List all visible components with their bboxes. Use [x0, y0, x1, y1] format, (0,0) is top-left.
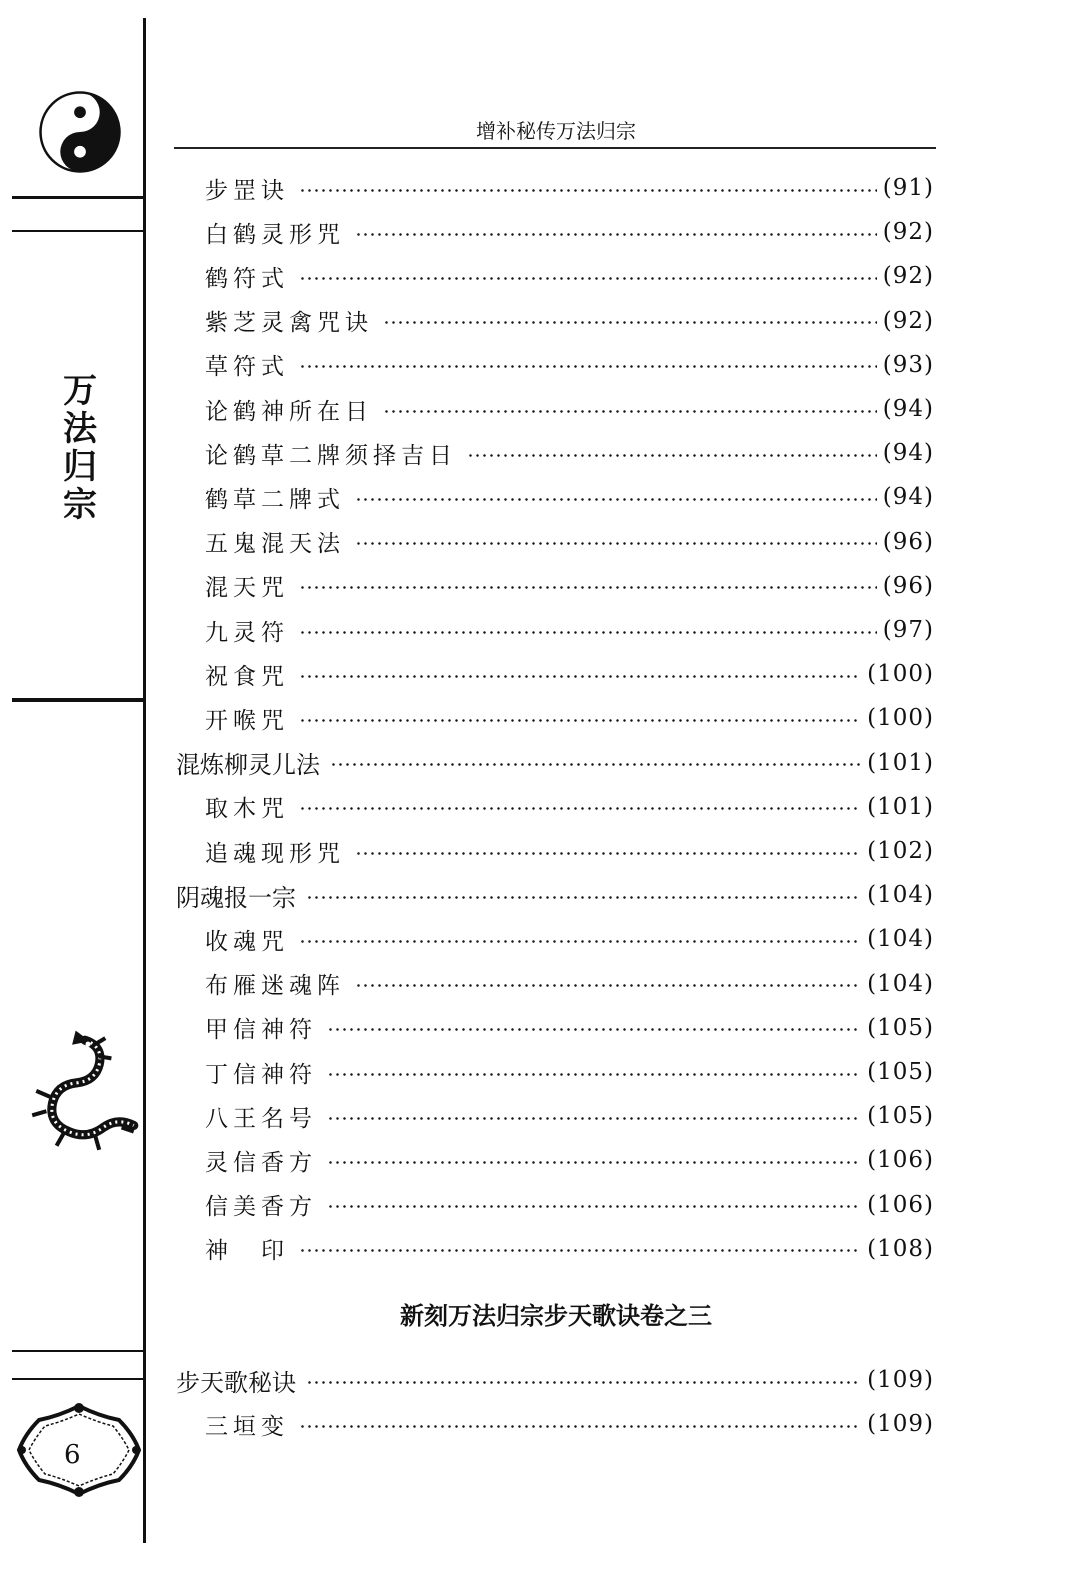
toc-entry-page: (101): [867, 749, 934, 776]
toc-entry-title: 八王名号: [205, 1105, 317, 1132]
toc-entry-title: 甲信神符: [205, 1017, 317, 1044]
side-title-char: 万: [63, 371, 97, 411]
toc-entry-page: (100): [867, 705, 934, 732]
toc-entry-page: (100): [867, 661, 934, 688]
toc-entry: [176, 520, 934, 564]
toc-entry-title: 神 印: [205, 1238, 289, 1265]
running-header: 增补秘传万法归宗: [476, 119, 636, 143]
toc-entry: [176, 431, 934, 475]
toc-entry-title: 丁信神符: [205, 1061, 317, 1088]
toc-entry-page: (108): [867, 1235, 934, 1262]
toc-entry: [176, 343, 934, 387]
toc-entry-title: 阴魂报一宗: [176, 883, 296, 912]
toc-entry-title: 追魂现形咒: [205, 840, 345, 867]
toc-leader-dots: [299, 675, 861, 678]
toc-leader-dots: [383, 410, 877, 413]
toc-leader-dots: [299, 1425, 861, 1428]
toc-entry-page: (94): [882, 396, 934, 422]
toc-entry-page: (97): [882, 617, 934, 643]
toc-entry-title: 鹤草二牌式: [205, 486, 345, 513]
toc-entry: [176, 917, 934, 961]
side-title-char: 归: [63, 447, 97, 487]
toc-entry: [176, 741, 934, 785]
toc-entry-page: (105): [867, 1103, 934, 1130]
toc-entry: [176, 254, 934, 298]
toc-leader-dots: [299, 189, 877, 192]
toc-entry-page: (101): [867, 793, 934, 820]
toc-leader-dots: [299, 586, 877, 589]
toc-entry-title: 论鹤神所在日: [205, 398, 373, 425]
toc-entry-title: 草符式: [205, 354, 289, 381]
toc-leader-dots: [355, 984, 861, 987]
toc-entry-title: 混炼柳灵儿法: [176, 751, 320, 780]
toc-entry-title: 布雁迷魂阵: [205, 973, 345, 1000]
yin-yang-icon: [38, 90, 122, 174]
toc-leader-dots: [306, 1381, 861, 1384]
toc-entry: [176, 652, 934, 696]
toc-entry-title: 取木咒: [205, 796, 289, 823]
dragon-emblem-icon: [24, 1030, 146, 1162]
toc-entry-title: 白鹤灵形咒: [205, 221, 345, 248]
toc-entry-page: (96): [882, 572, 934, 599]
toc-leader-dots: [299, 365, 877, 368]
page-number: 6: [64, 1440, 81, 1470]
toc-entry-page: (94): [882, 440, 934, 467]
toc-entry-page: (104): [867, 926, 934, 953]
toc-entry-page: (93): [882, 351, 934, 378]
toc-entry-page: (105): [867, 1014, 934, 1041]
toc-entry: [176, 475, 934, 519]
toc-entry-page: (109): [867, 1367, 934, 1393]
toc-leader-dots: [299, 277, 877, 280]
toc-entry-title: 灵信香方: [205, 1149, 317, 1176]
margin-rule: [12, 698, 144, 702]
toc-leader-dots: [467, 454, 877, 457]
header-rule: [174, 147, 936, 149]
toc-entry: [176, 696, 934, 740]
toc-entry-page: (106): [867, 1147, 934, 1174]
toc-entry: [176, 1094, 934, 1138]
toc-leader-dots: [306, 896, 861, 899]
toc-entry-title: 步罡诀: [205, 177, 289, 204]
toc-entry: [176, 1050, 934, 1094]
toc-leader-dots: [327, 1161, 861, 1164]
toc-entry-page: (94): [882, 484, 934, 511]
toc-leader-dots: [299, 1249, 861, 1252]
toc-entry-page: (104): [867, 970, 934, 997]
toc-entry-title: 九灵符: [205, 619, 289, 646]
toc-entry-page: (102): [867, 838, 934, 864]
side-title-char: 法: [63, 409, 97, 449]
toc-entry-title: 祝食咒: [205, 663, 289, 690]
toc-entry-title: 论鹤草二牌须择吉日: [205, 442, 457, 469]
toc-entry-title: 收魂咒: [205, 928, 289, 955]
toc-entry-title: 五鬼混天法: [205, 531, 345, 558]
toc-entry-title: 紫芝灵禽咒诀: [205, 310, 373, 337]
toc-entry-page: (92): [882, 263, 934, 290]
side-title-char: 宗: [63, 485, 97, 525]
toc-entry: [176, 1358, 934, 1402]
toc-leader-dots: [383, 321, 877, 324]
toc-entry-title: 三垣变: [205, 1413, 289, 1440]
toc-leader-dots: [355, 542, 877, 545]
toc-leader-dots: [327, 1028, 861, 1031]
toc-entry: [176, 873, 934, 917]
toc-entry: [176, 210, 934, 254]
toc-entry: [176, 829, 934, 873]
toc-leader-dots: [299, 940, 861, 943]
toc-leader-dots: [355, 852, 861, 855]
toc-entry-page: (92): [882, 219, 934, 246]
toc-entry-title: 鹤符式: [205, 265, 289, 292]
toc-entry-page: (106): [867, 1191, 934, 1218]
toc-entry: [176, 166, 934, 210]
toc-entry-page: (104): [867, 882, 934, 909]
toc-entry: [176, 1227, 934, 1271]
toc-entry: [176, 608, 934, 652]
left-margin: [0, 0, 148, 1575]
toc-entry: [176, 387, 934, 431]
toc-entry-page: (92): [882, 307, 934, 334]
toc-leader-dots: [355, 498, 877, 501]
toc-leader-dots: [299, 631, 877, 634]
margin-rule: [12, 230, 144, 232]
toc-leader-dots: [327, 1117, 861, 1120]
toc-entry-page: (96): [882, 528, 934, 555]
toc-entry-title: 开喉咒: [205, 707, 289, 734]
toc-leader-dots: [330, 763, 861, 766]
side-title: [58, 372, 102, 524]
toc-entry-page: (109): [867, 1411, 934, 1437]
toc-leader-dots: [355, 233, 877, 236]
margin-rule: [12, 196, 144, 199]
margin-rule: [12, 1350, 144, 1352]
toc-entry-page: (91): [882, 175, 934, 201]
toc-entry-title: 混天咒: [205, 575, 289, 602]
toc-entry: [176, 1183, 934, 1227]
toc-entry: [176, 1138, 934, 1182]
toc-entry: [176, 299, 934, 343]
toc-entry-page: (105): [867, 1059, 934, 1085]
toc-entry: [176, 1402, 934, 1446]
toc-leader-dots: [299, 807, 861, 810]
toc-entry: [176, 962, 934, 1006]
margin-rule: [12, 1378, 144, 1380]
toc-leader-dots: [299, 719, 861, 722]
toc-entry: [176, 1006, 934, 1050]
margin-vertical-rule: [143, 18, 146, 1543]
toc-leader-dots: [327, 1073, 861, 1076]
toc-entry-title: 信美香方: [205, 1194, 317, 1221]
section-heading: 新刻万法归宗步天歌诀卷之三: [400, 1302, 712, 1330]
toc-entry: [176, 785, 934, 829]
toc-entry: [176, 564, 934, 608]
toc-entry-title: 步天歌秘诀: [176, 1368, 296, 1397]
toc-leader-dots: [327, 1205, 861, 1208]
